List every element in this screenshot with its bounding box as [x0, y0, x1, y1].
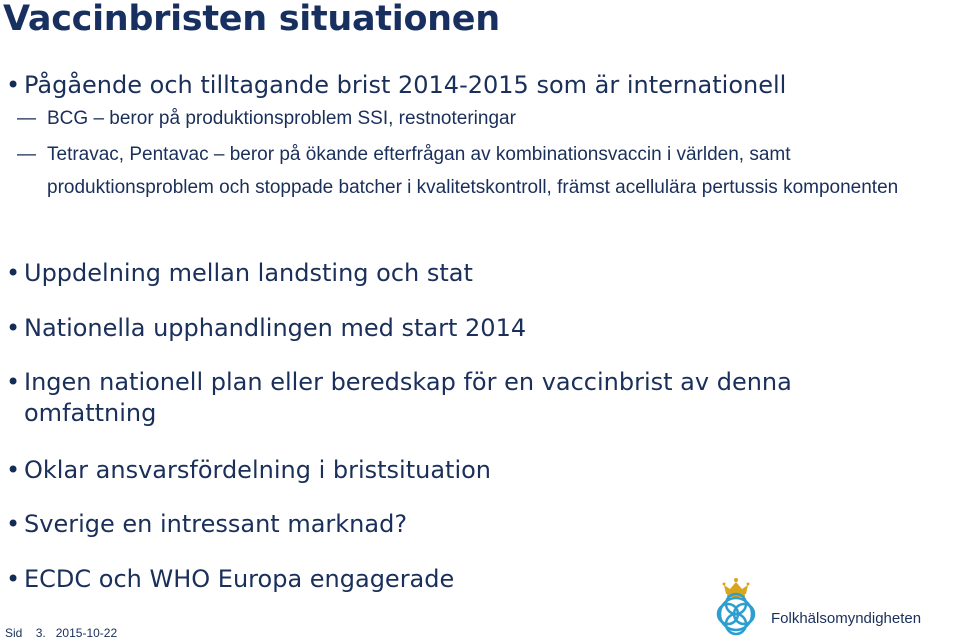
dash-icon: —	[17, 108, 36, 129]
slide-title: Vaccinbristen situationen	[3, 0, 500, 39]
bullet-dot-icon: •	[6, 510, 21, 538]
bullet-dot-icon: •	[6, 259, 21, 287]
footer-date: 2015-10-22	[55, 626, 118, 640]
sub-bullet-item	[17, 102, 957, 135]
sub-bullet-text: Tetravac, Pentavac – beror på ökande efterfrågan av kombinationsvaccin i världen, samt produktionsproblem och stoppade batcher i kvalitetskontroll, främst acellulära pertussis komponenten	[47, 144, 899, 198]
bullet-dot-icon: •	[6, 565, 21, 593]
bullet-text: Ingen nationell plan eller beredskap för en vaccinbrist av denna omfattning	[24, 368, 792, 427]
page-number: 3.	[35, 626, 46, 640]
bullet-text: Uppdelning mellan landsting och stat	[24, 259, 473, 287]
bullet-dot-icon: •	[6, 368, 21, 396]
sub-bullet-item	[17, 138, 957, 204]
sub-bullet-text: BCG – beror på produktionsproblem SSI, restnoteringar	[47, 108, 516, 129]
organization-logo	[706, 574, 922, 638]
bullet-dot-icon: •	[6, 314, 21, 342]
page-label: Sid	[5, 626, 23, 640]
rings-icon	[718, 594, 754, 634]
bullet-text: Nationella upphandlingen med start 2014	[24, 314, 527, 342]
crown-rings-logo-icon	[706, 574, 766, 638]
bullet-text: Pågående och tilltagande brist 2014-2015 som är internationell	[24, 71, 787, 99]
logo-text: Folkhälsomyndigheten	[771, 610, 922, 627]
bullet-text: Sverige en intressant marknad?	[24, 510, 408, 538]
bullet-dot-icon: •	[6, 71, 21, 99]
dash-icon: —	[17, 144, 36, 165]
slide-footer	[5, 626, 117, 640]
bullet-dot-icon: •	[6, 456, 21, 484]
bullet-text: ECDC och WHO Europa engagerade	[24, 565, 455, 593]
bullet-text: Oklar ansvarsfördelning i bristsituation	[24, 456, 492, 484]
